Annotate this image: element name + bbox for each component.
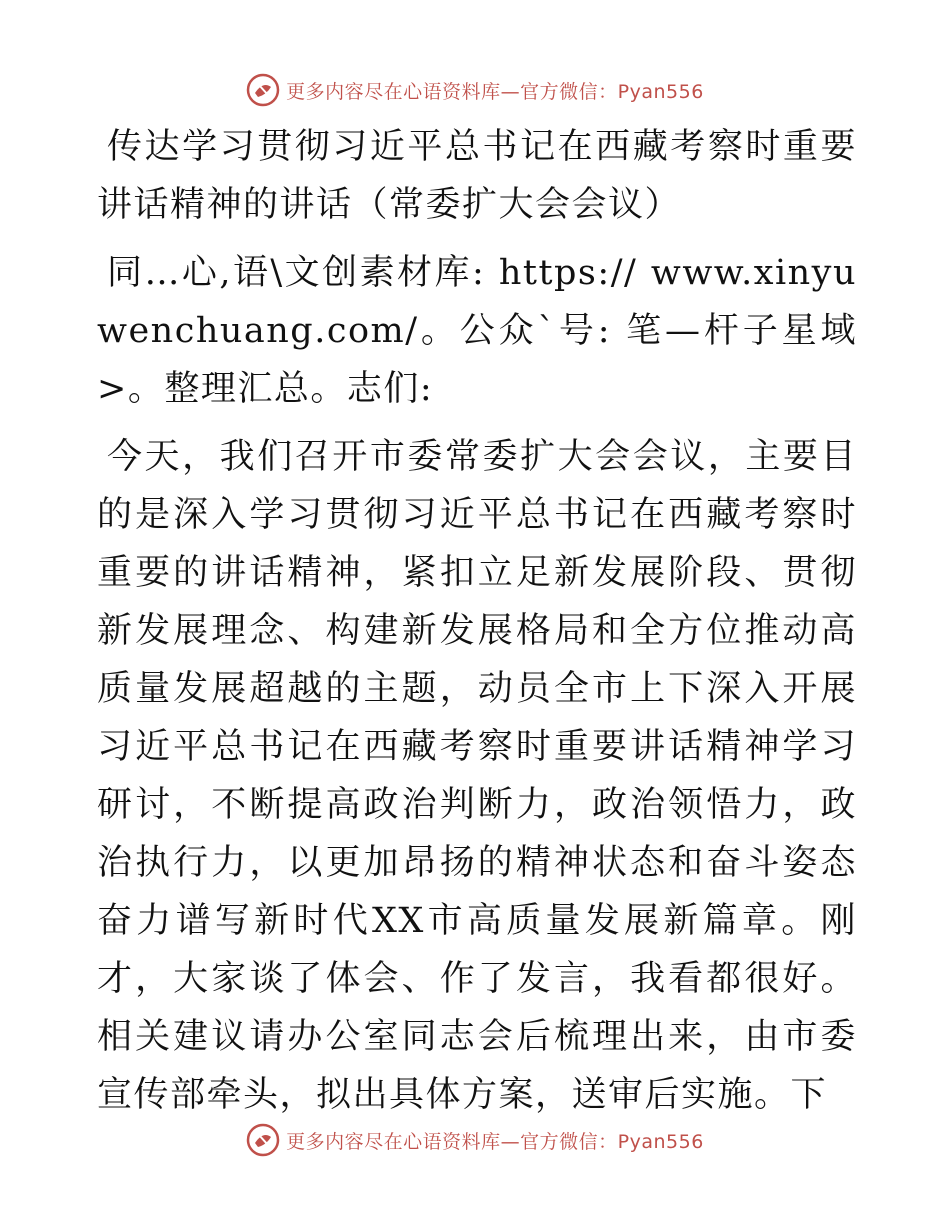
logo-icon [246, 1123, 280, 1157]
banner-text: 更多内容尽在心语资料库—官方微信：Pyan556 [286, 1130, 704, 1153]
document-body [97, 118, 857, 1124]
header-banner [0, 70, 950, 110]
footer-banner [0, 1120, 950, 1160]
body-paragraph: 今天，我们召开市委常委扩大会会议，主要目的是深入学习贯彻习近平总书记在西藏考察时重要的讲话精神，紧扣立足新发展阶段、贯彻新发展理念、构建新发展格局和全方位推动高质量发展超越的主题，动员全市上下深入开展习近平总书记在西藏考察时重要讲话精神学习研讨，不断提高政治判断力，政治领悟力，政治执行力，以更加昂扬的精神状态和奋斗姿态奋力谱写新时代XX市高质量发展新篇章。刚才，大家谈了体会、作了发言，我看都很好。相关建议请办公室同志会后梳理出来，由市委宣传部牵头，拟出具体方案，送审后实施。下 [97, 437, 857, 1115]
document-title: 传达学习贯彻习近平总书记在西藏考察时重要讲话精神的讲话（常委扩大会会议） [97, 127, 857, 225]
source-note: 同…心,语\文创素材库: https:// www.xinyuwenchuang.com/。公众`号: 笔—杆子星域>。整理汇总。志们: [97, 253, 857, 409]
banner-text: 更多内容尽在心语资料库—官方微信：Pyan556 [286, 80, 704, 103]
logo-icon [246, 73, 280, 107]
